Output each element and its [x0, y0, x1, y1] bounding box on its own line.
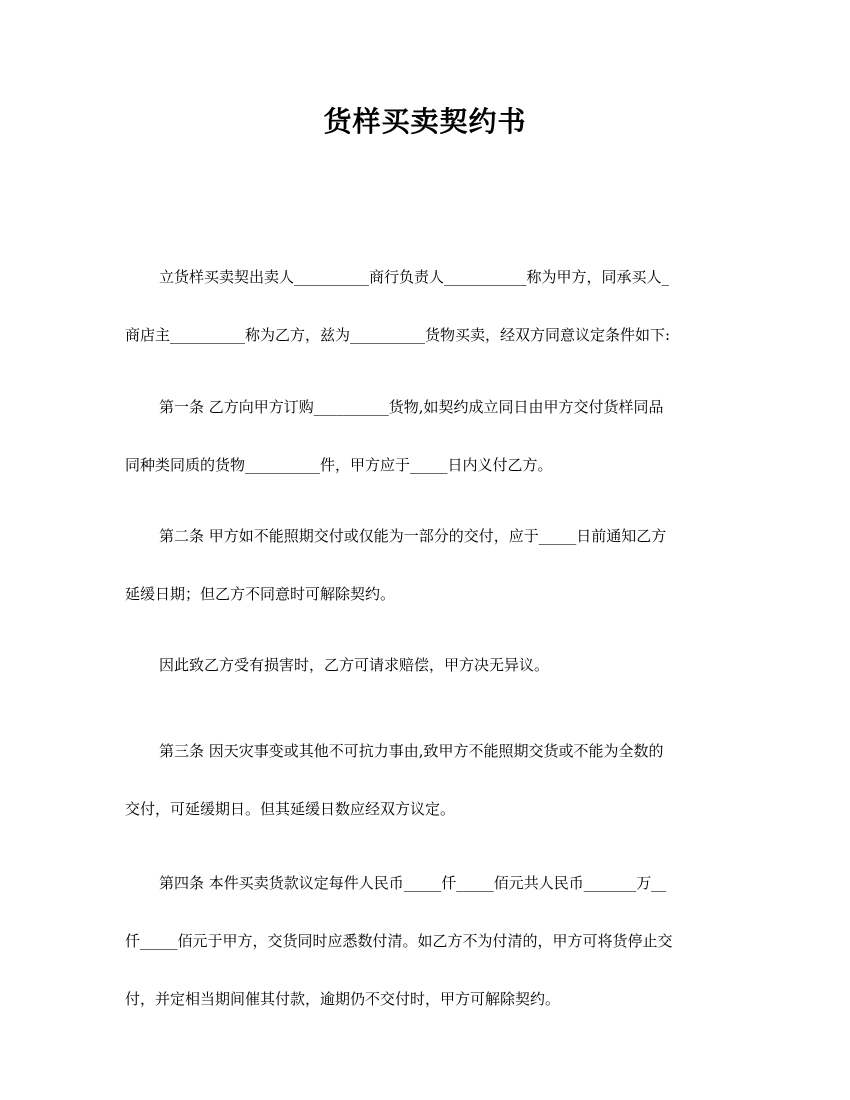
paragraph-article-3 [125, 739, 727, 821]
paragraph-line [125, 871, 727, 895]
paragraph-line [125, 739, 727, 763]
line-text: 因此致乙方受有损害时，乙方可请求赔偿，甲方决无异议。 [159, 656, 550, 674]
line-text: 商店主__________称为乙方，兹为__________货物买卖，经双方同意议定条件如下: [125, 326, 671, 344]
line-text: 同种类同质的货物__________件，甲方应于_____日内义付乙方。 [125, 456, 553, 474]
line-text: 交付，可延缓期日。但其延缓日数应经双方议定。 [125, 800, 456, 818]
paragraph-line [125, 395, 727, 419]
paragraph-article-2 [125, 524, 727, 606]
line-text: 仟_____佰元于甲方，交货同时应悉数付清。如乙方不为付清的，甲方可将货停止交 [125, 932, 673, 950]
paragraph-preamble [125, 265, 727, 347]
paragraph-line [125, 265, 727, 289]
paragraph-line [125, 929, 727, 953]
paragraph-damages [125, 653, 727, 677]
paragraph-line [125, 323, 727, 347]
line-text: 延缓日期；但乙方不同意时可解除契约。 [125, 585, 396, 603]
line-text: 第一条 乙方向甲方订购__________货物,如契约成立同日由甲方交付货样同品 [159, 398, 664, 416]
paragraph-line [125, 797, 727, 821]
paragraph-line [125, 653, 727, 677]
paragraph-line [125, 987, 727, 1011]
line-text: 第二条 甲方如不能照期交付或仅能为一部分的交付，应于_____日前通知乙方 [159, 527, 667, 545]
paragraph-line [125, 524, 727, 548]
line-text: 付，并定相当期间催其付款，逾期仍不交付时，甲方可解除契约。 [125, 990, 561, 1008]
paragraph-line [125, 582, 727, 606]
line-text: 第四条 本件买卖货款议定每件人民币_____仟_____佰元共人民币_______万__ [159, 874, 667, 892]
line-text: 第三条 因天灾事变或其他不可抗力事由,致甲方不能照期交货或不能为全数的 [159, 742, 664, 760]
paragraph-article-1 [125, 395, 727, 477]
document-title: 货样买卖契约书 [323, 105, 527, 138]
line-text: 立货样买卖契出卖人__________商行负责人___________称为甲方，同承买人_ [159, 268, 670, 286]
paragraph-line [125, 453, 727, 477]
paragraph-article-4 [125, 871, 727, 1011]
